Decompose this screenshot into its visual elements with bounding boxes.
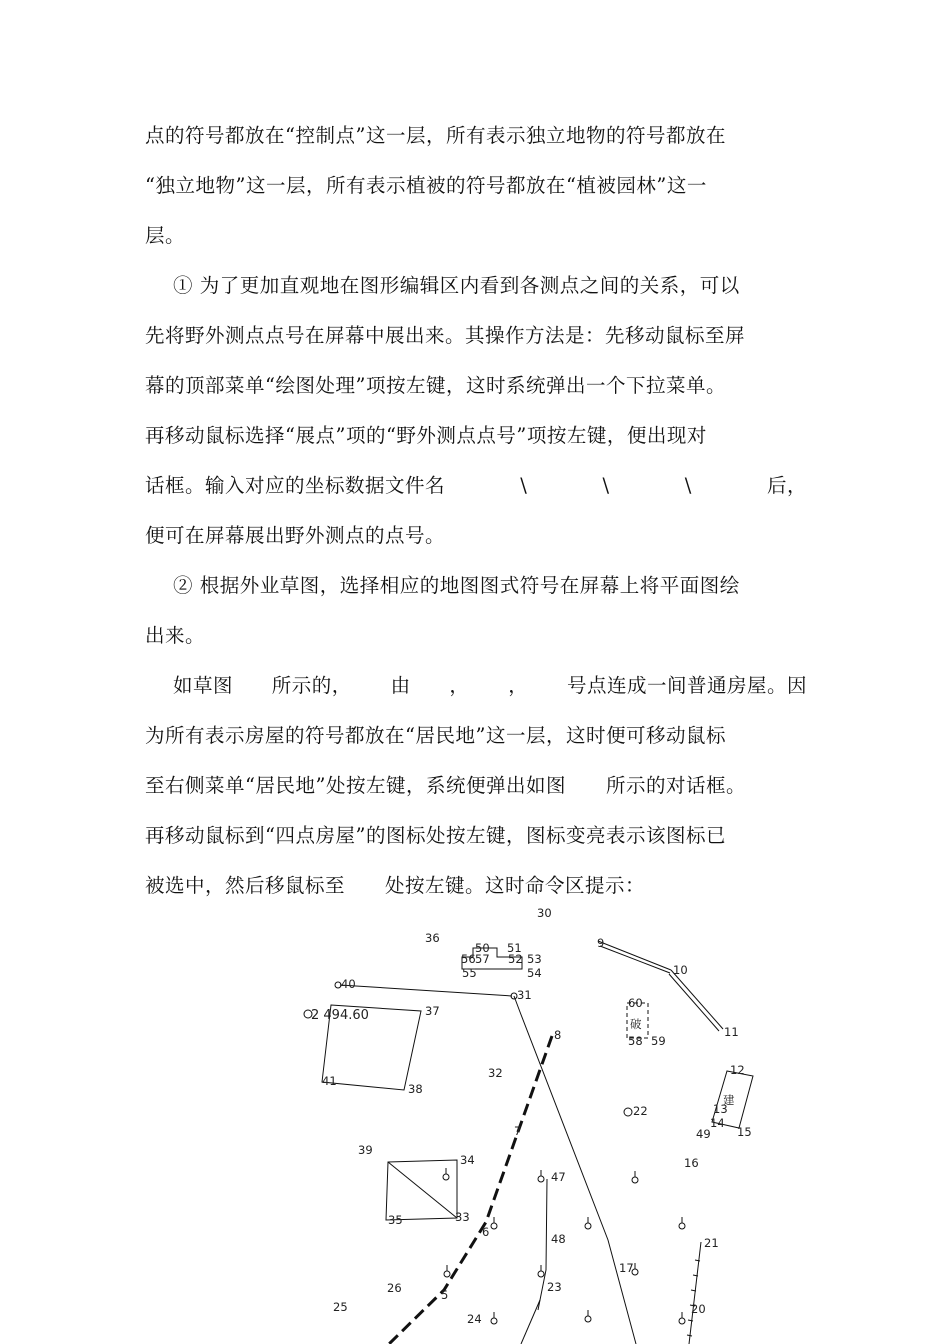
text-line-16: 被选中，然后移鼠标至 处按左键。这时命令区提示： [145,874,646,897]
point-label-53: 53 [527,952,542,966]
point-label-24: 24 [467,1312,482,1326]
text-segment: \ [602,474,610,497]
fence-line-47 [538,1179,547,1310]
text-line-2: “独立地物”这一层，所有表示植被的符号都放在“植被园林”这一 [145,174,707,197]
road-line-9-10 [598,941,671,970]
point-label-30: 30 [537,906,552,920]
point-label-49: 49 [696,1127,711,1141]
point-labels [311,906,752,1326]
point-label-36: 36 [425,931,440,945]
text-line-15: 再移动鼠标到“四点房屋”的图标处按左键，图标变亮表示该图标已 [145,824,726,847]
point-label-15: 15 [737,1125,752,1139]
point-label-52: 52 [508,952,523,966]
point-label-17: 17 [619,1261,634,1275]
point-label-35: 35 [388,1213,403,1227]
point-label-33: 33 [455,1210,470,1224]
boundary-line-40-31 [340,985,512,996]
char-label-jian: 建 [723,1093,735,1107]
point-label-26: 26 [387,1281,402,1295]
char-label-po: 破 [630,1017,642,1031]
point-label-56: 56 [461,952,476,966]
point-label-12: 12 [730,1063,745,1077]
point-label-2: 2 494.60 [311,1008,369,1023]
text-line-12 [173,671,807,701]
text-segment: ， [508,674,529,697]
point-label-14: 14 [710,1116,725,1130]
point-label-47: 47 [551,1170,566,1184]
text-line-4: ① 为了更加直观地在图形编辑区内看到各测点之间的关系，可以 [173,274,740,297]
point-label-41: 41 [322,1074,337,1088]
point-label-48: 48 [551,1232,566,1246]
point-label-7: 7 [514,1124,522,1138]
text-segment: 话框。输入对应的坐标数据文件名 [145,474,446,497]
text-line-13: 为所有表示房屋的符号都放在“居民地”这一层，这时便可移动鼠标 [145,724,726,747]
text-line-14: 至右侧菜单“居民地”处按左键，系统便弹出如图 所示的对话框。 [145,774,746,797]
point-label-54: 54 [527,966,542,980]
point-label-13: 13 [713,1102,728,1116]
text-line-10: ② 根据外业草图，选择相应的地图图式符号在屏幕上将平面图绘 [173,574,740,597]
text-segment: 由 [390,674,411,697]
text-segment: 如草图 [173,674,234,697]
text-segment: \ [684,474,692,497]
road-line-10-11-b [669,974,719,1031]
point-label-5: 5 [441,1288,449,1302]
text-line-8 [145,471,807,501]
point-label-40: 40 [341,977,356,991]
point-label-59: 59 [651,1034,666,1048]
text-line-6: 幕的顶部菜单“绘图处理”项按左键，这时系统弹出一个下拉菜单。 [145,374,726,397]
point-label-23: 23 [547,1280,562,1294]
box-diagonal [388,1162,457,1218]
text-line-7: 再移动鼠标选择“展点”项的“野外测点点号”项按左键，便出现对 [145,424,707,447]
text-line-3: 层。 [145,224,186,247]
point-label-51: 51 [507,941,522,955]
point-label-50: 50 [475,941,490,955]
text-line-9: 便可在屏幕展出野外测点的点号。 [145,524,446,547]
point-label-34: 34 [460,1153,475,1167]
text-line-5: 先将野外测点点号在屏幕中展出来。其操作方法是：先移动鼠标至屏 [145,324,746,347]
point-label-32: 32 [488,1066,503,1080]
survey-sketch-svg [290,900,770,1344]
point-label-58: 58 [628,1034,643,1048]
survey-sketch-figure [290,900,770,1344]
line-31-17 [514,996,636,1344]
point-label-60: 60 [628,996,643,1010]
point-label-21: 21 [704,1236,719,1250]
tick-marks [687,1260,700,1336]
point-label-11: 11 [724,1025,739,1039]
road-line-10-11 [671,970,723,1029]
text-line-1: 点的符号都放在“控制点”这一层，所有表示独立地物的符号都放在 [145,124,726,147]
road-line-9-10-b [600,946,670,973]
point-label-39: 39 [358,1143,373,1157]
point-label-25: 25 [333,1300,348,1314]
point-label-16: 16 [684,1156,699,1170]
point-label-55: 55 [462,966,477,980]
point-label-38: 38 [408,1082,423,1096]
text-line-11: 出来。 [145,624,206,647]
point-label-6: 6 [482,1225,490,1239]
point-label-20: 20 [691,1302,706,1316]
line-23-down [521,1300,540,1344]
point-label-37: 37 [425,1004,440,1018]
text-segment: 号点连成一间普通房屋。因 [566,674,807,697]
point-label-57: 57 [475,952,490,966]
point-label-31: 31 [517,988,532,1002]
point-label-8: 8 [554,1028,562,1042]
text-segment: \ [520,474,528,497]
point-label-22: 22 [633,1104,648,1118]
text-segment: 后， [766,474,807,497]
text-segment: 所示的， [271,674,352,697]
line-21-20 [689,1242,701,1344]
text-segment: ， [449,674,470,697]
point-label-9: 9 [597,936,605,950]
point-label-10: 10 [673,963,688,977]
